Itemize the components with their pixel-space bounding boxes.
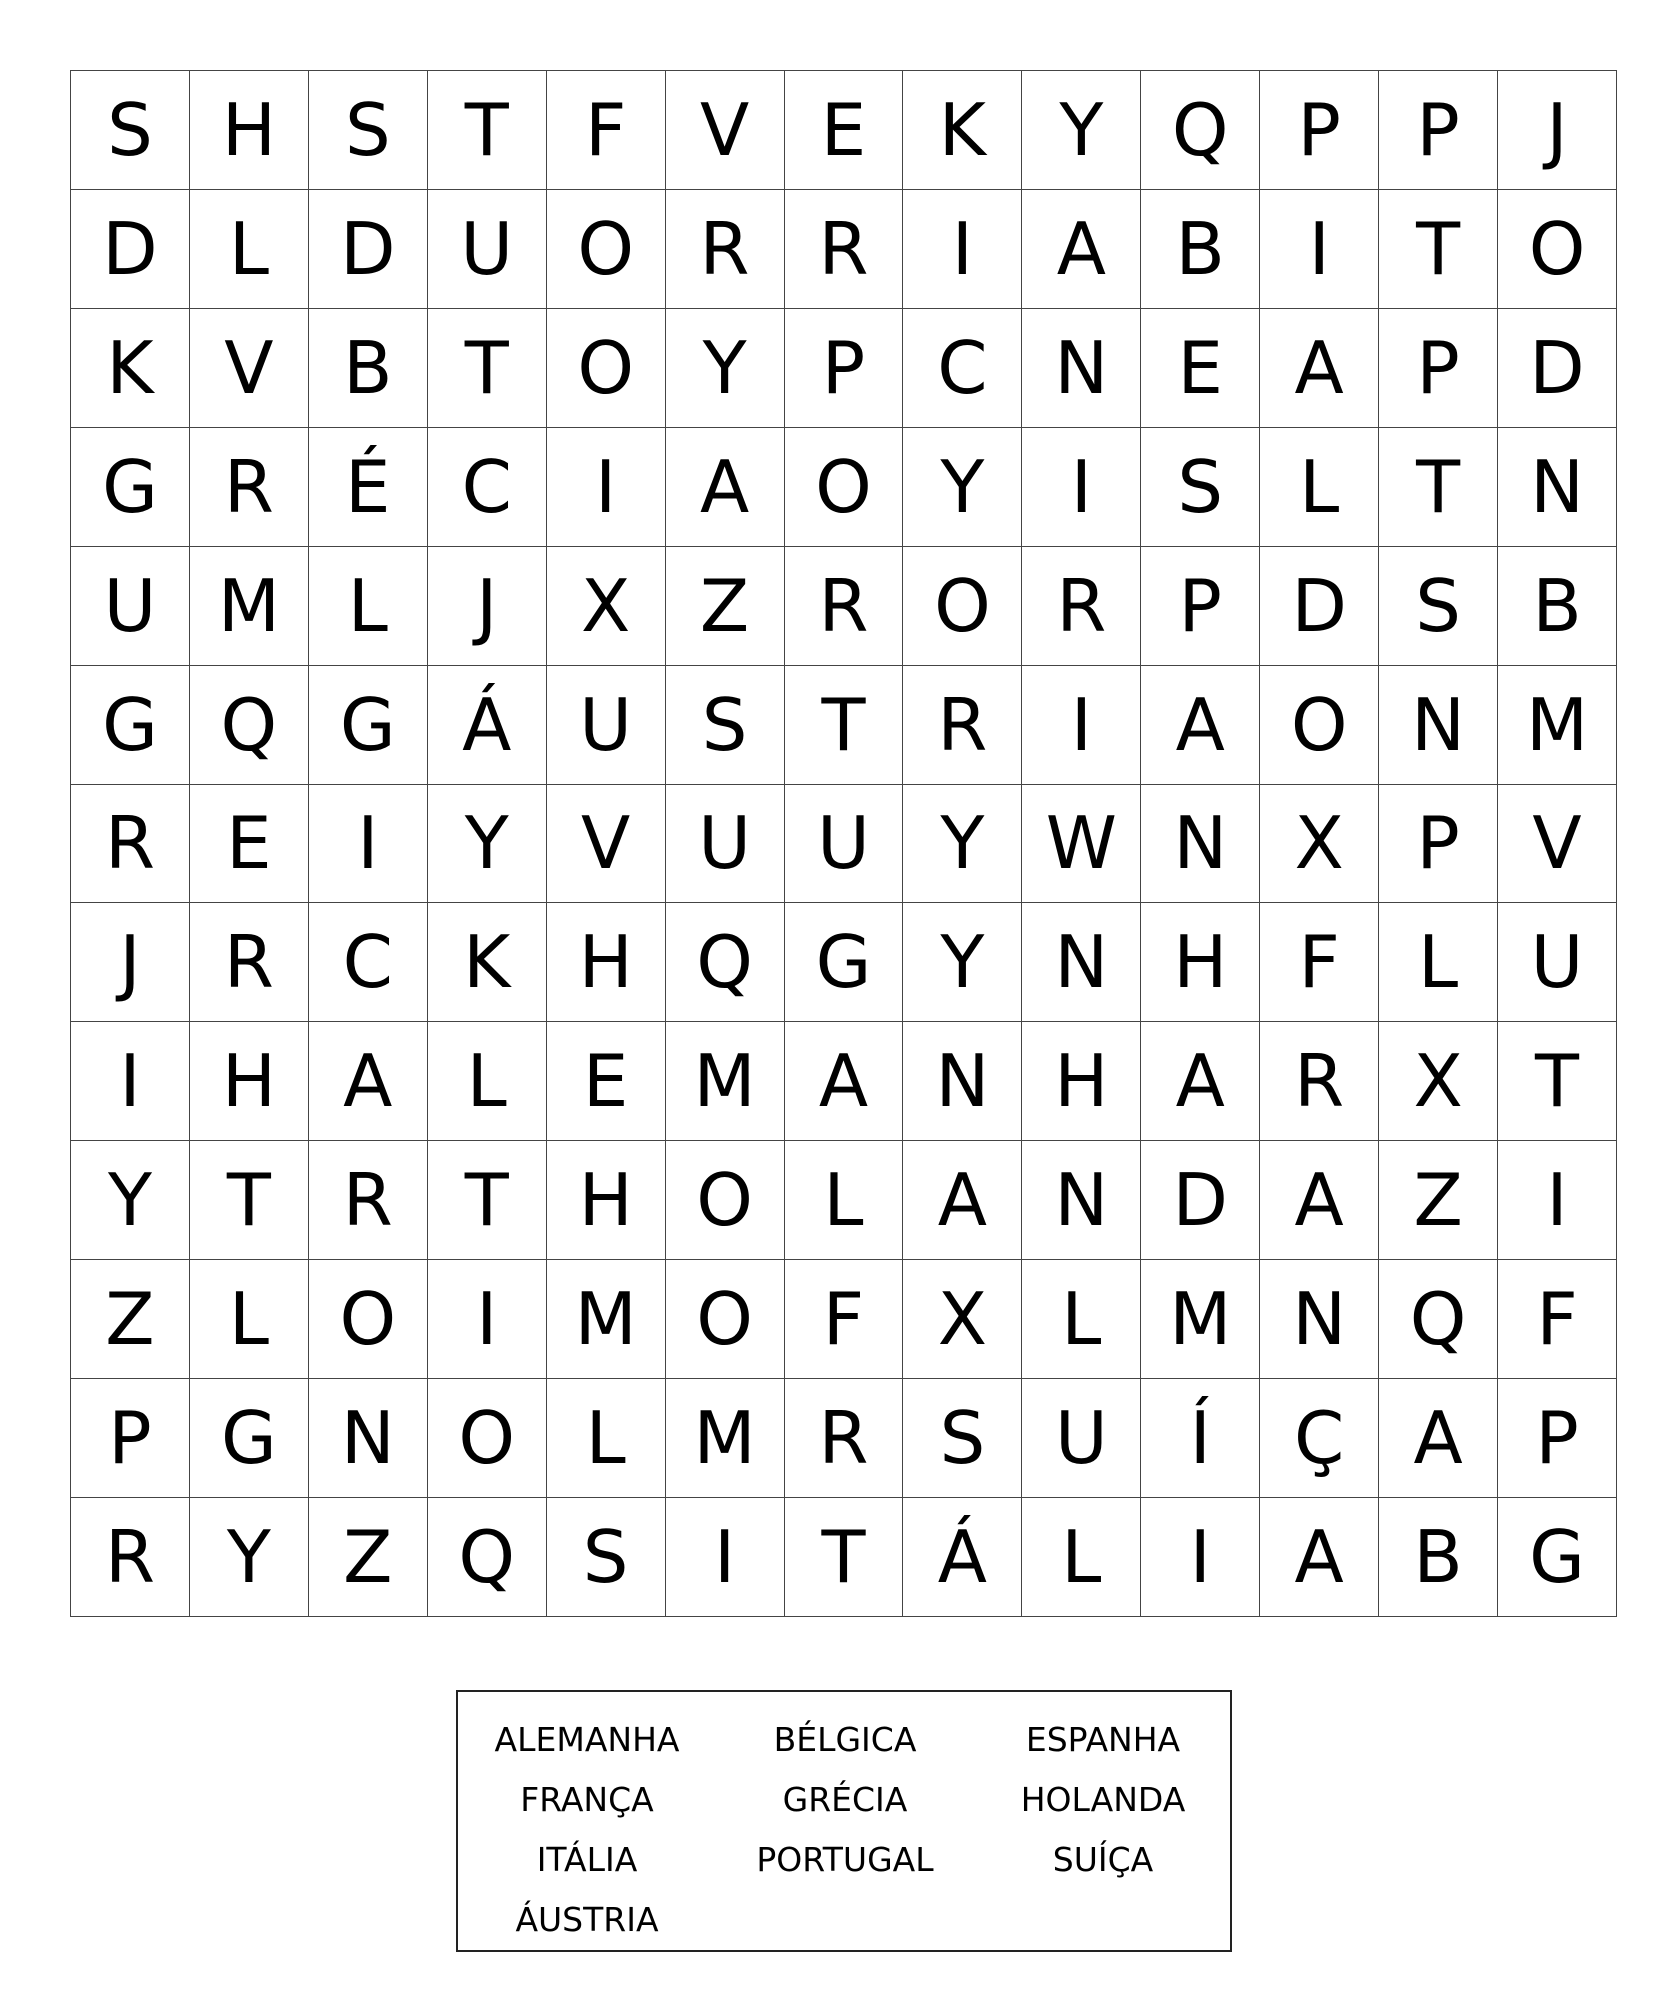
- grid-cell[interactable]: Q: [666, 903, 785, 1022]
- grid-cell[interactable]: R: [190, 903, 309, 1022]
- grid-cell[interactable]: Q: [428, 1498, 547, 1617]
- grid-cell[interactable]: Y: [903, 428, 1022, 547]
- grid-cell[interactable]: C: [903, 309, 1022, 428]
- grid-cell[interactable]: F: [1260, 903, 1379, 1022]
- grid-cell[interactable]: O: [547, 309, 666, 428]
- grid-cell[interactable]: L: [428, 1022, 547, 1141]
- grid-cell[interactable]: A: [309, 1022, 428, 1141]
- grid-cell[interactable]: P: [71, 1379, 190, 1498]
- grid-cell[interactable]: V: [547, 785, 666, 904]
- grid-cell[interactable]: R: [785, 190, 904, 309]
- grid-cell[interactable]: J: [1498, 71, 1617, 190]
- grid-cell[interactable]: U: [1498, 903, 1617, 1022]
- word-belgica: BÉLGICA: [773, 1720, 917, 1759]
- grid-cell[interactable]: O: [1260, 666, 1379, 785]
- grid-cell[interactable]: R: [309, 1141, 428, 1260]
- grid-cell[interactable]: L: [1260, 428, 1379, 547]
- grid-cell[interactable]: Y: [1022, 71, 1141, 190]
- grid-cell[interactable]: A: [666, 428, 785, 547]
- grid-cell[interactable]: P: [785, 309, 904, 428]
- grid-cell[interactable]: G: [309, 666, 428, 785]
- grid-cell[interactable]: B: [309, 309, 428, 428]
- grid-cell[interactable]: Q: [1141, 71, 1260, 190]
- grid-cell[interactable]: T: [190, 1141, 309, 1260]
- word-bank-column-3: [974, 1710, 1232, 1890]
- grid-cell[interactable]: T: [1379, 190, 1498, 309]
- grid-cell[interactable]: L: [309, 547, 428, 666]
- grid-cell[interactable]: W: [1022, 785, 1141, 904]
- grid-cell[interactable]: S: [1379, 547, 1498, 666]
- grid-cell[interactable]: N: [1141, 785, 1260, 904]
- grid-cell[interactable]: Y: [903, 785, 1022, 904]
- grid-cell[interactable]: H: [1141, 903, 1260, 1022]
- grid-cell[interactable]: H: [1022, 1022, 1141, 1141]
- grid-cell[interactable]: S: [903, 1379, 1022, 1498]
- word-alemanha: ALEMANHA: [494, 1720, 680, 1759]
- grid-cell[interactable]: E: [547, 1022, 666, 1141]
- grid-cell[interactable]: V: [190, 309, 309, 428]
- grid-cell[interactable]: H: [190, 71, 309, 190]
- grid-cell[interactable]: T: [785, 666, 904, 785]
- grid-cell[interactable]: U: [785, 785, 904, 904]
- word-franca: FRANÇA: [520, 1780, 654, 1819]
- grid-cell[interactable]: N: [1498, 428, 1617, 547]
- grid-cell[interactable]: N: [1260, 1260, 1379, 1379]
- grid-cell[interactable]: M: [1498, 666, 1617, 785]
- grid-cell[interactable]: S: [547, 1498, 666, 1617]
- grid-cell[interactable]: B: [1498, 547, 1617, 666]
- grid-cell[interactable]: I: [1141, 1498, 1260, 1617]
- grid-cell[interactable]: R: [903, 666, 1022, 785]
- grid-cell[interactable]: R: [666, 190, 785, 309]
- grid-cell[interactable]: É: [309, 428, 428, 547]
- grid-cell[interactable]: Y: [190, 1498, 309, 1617]
- grid-cell[interactable]: D: [1260, 547, 1379, 666]
- grid-cell[interactable]: N: [1022, 903, 1141, 1022]
- grid-cell[interactable]: N: [1022, 309, 1141, 428]
- grid-cell[interactable]: F: [1498, 1260, 1617, 1379]
- grid-cell[interactable]: G: [71, 666, 190, 785]
- grid-cell[interactable]: N: [309, 1379, 428, 1498]
- grid-cell[interactable]: O: [666, 1260, 785, 1379]
- grid-cell[interactable]: T: [1498, 1022, 1617, 1141]
- grid-cell[interactable]: N: [1379, 666, 1498, 785]
- grid-cell[interactable]: E: [785, 71, 904, 190]
- grid-cell[interactable]: T: [1379, 428, 1498, 547]
- grid-cell[interactable]: U: [71, 547, 190, 666]
- grid-cell[interactable]: R: [1260, 1022, 1379, 1141]
- grid-cell[interactable]: Z: [309, 1498, 428, 1617]
- grid-cell[interactable]: D: [1141, 1141, 1260, 1260]
- grid-cell[interactable]: M: [666, 1022, 785, 1141]
- grid-cell[interactable]: Y: [71, 1141, 190, 1260]
- grid-cell[interactable]: A: [1022, 190, 1141, 309]
- grid-cell[interactable]: A: [1260, 1141, 1379, 1260]
- grid-cell[interactable]: C: [428, 428, 547, 547]
- grid-cell[interactable]: Á: [903, 1498, 1022, 1617]
- grid-cell[interactable]: J: [428, 547, 547, 666]
- grid-cell[interactable]: F: [785, 1260, 904, 1379]
- grid-cell[interactable]: Z: [666, 547, 785, 666]
- grid-cell[interactable]: Í: [1141, 1379, 1260, 1498]
- grid-cell[interactable]: G: [785, 903, 904, 1022]
- grid-cell[interactable]: L: [1022, 1260, 1141, 1379]
- grid-cell[interactable]: P: [1260, 71, 1379, 190]
- grid-cell[interactable]: X: [1260, 785, 1379, 904]
- grid-cell[interactable]: A: [1141, 1022, 1260, 1141]
- grid-cell[interactable]: X: [547, 547, 666, 666]
- grid-cell[interactable]: V: [1498, 785, 1617, 904]
- grid-cell[interactable]: F: [547, 71, 666, 190]
- word-austria: ÁUSTRIA: [515, 1900, 659, 1939]
- word-italia: ITÁLIA: [536, 1840, 638, 1879]
- grid-cell[interactable]: X: [1379, 1022, 1498, 1141]
- grid-cell[interactable]: I: [71, 1022, 190, 1141]
- grid-cell[interactable]: E: [1141, 309, 1260, 428]
- grid-cell[interactable]: Q: [190, 666, 309, 785]
- grid-cell[interactable]: R: [785, 1379, 904, 1498]
- grid-cell[interactable]: A: [1260, 309, 1379, 428]
- grid-cell[interactable]: R: [190, 428, 309, 547]
- grid-cell[interactable]: S: [71, 71, 190, 190]
- grid-cell[interactable]: I: [1022, 666, 1141, 785]
- grid-cell[interactable]: T: [428, 309, 547, 428]
- grid-cell[interactable]: H: [547, 1141, 666, 1260]
- grid-cell[interactable]: B: [1141, 190, 1260, 309]
- grid-cell[interactable]: M: [666, 1379, 785, 1498]
- grid-cell[interactable]: A: [785, 1022, 904, 1141]
- grid-cell[interactable]: I: [1022, 428, 1141, 547]
- grid-cell[interactable]: L: [1022, 1498, 1141, 1617]
- grid-cell[interactable]: L: [1379, 903, 1498, 1022]
- grid-cell[interactable]: P: [1141, 547, 1260, 666]
- grid-cell[interactable]: U: [547, 666, 666, 785]
- grid-cell[interactable]: N: [903, 1022, 1022, 1141]
- grid-cell[interactable]: R: [1022, 547, 1141, 666]
- grid-cell[interactable]: I: [903, 190, 1022, 309]
- grid-cell[interactable]: I: [309, 785, 428, 904]
- grid-cell[interactable]: O: [1498, 190, 1617, 309]
- grid-cell[interactable]: P: [1498, 1379, 1617, 1498]
- grid-cell[interactable]: U: [428, 190, 547, 309]
- letter-grid: [70, 70, 1617, 1617]
- grid-cell[interactable]: E: [190, 785, 309, 904]
- grid-cell[interactable]: A: [1141, 666, 1260, 785]
- grid-cell[interactable]: H: [190, 1022, 309, 1141]
- grid-cell[interactable]: D: [71, 190, 190, 309]
- grid-cell[interactable]: K: [71, 309, 190, 428]
- word-suica: SUÍÇA: [1052, 1840, 1154, 1879]
- grid-cell[interactable]: T: [428, 71, 547, 190]
- grid-cell[interactable]: M: [1141, 1260, 1260, 1379]
- grid-cell[interactable]: V: [666, 71, 785, 190]
- grid-cell[interactable]: Z: [71, 1260, 190, 1379]
- grid-cell[interactable]: A: [903, 1141, 1022, 1260]
- grid-cell[interactable]: G: [190, 1379, 309, 1498]
- grid-cell[interactable]: Y: [666, 309, 785, 428]
- grid-cell[interactable]: M: [190, 547, 309, 666]
- grid-cell[interactable]: G: [71, 428, 190, 547]
- grid-cell[interactable]: K: [428, 903, 547, 1022]
- grid-cell[interactable]: U: [666, 785, 785, 904]
- grid-cell[interactable]: O: [785, 428, 904, 547]
- grid-cell[interactable]: P: [1379, 309, 1498, 428]
- grid-cell[interactable]: S: [309, 71, 428, 190]
- grid-cell[interactable]: L: [547, 1379, 666, 1498]
- grid-cell[interactable]: O: [309, 1260, 428, 1379]
- grid-cell[interactable]: P: [1379, 785, 1498, 904]
- grid-cell[interactable]: H: [547, 903, 666, 1022]
- word-portugal: PORTUGAL: [756, 1840, 934, 1879]
- word-holanda: HOLANDA: [1020, 1780, 1186, 1819]
- grid-cell[interactable]: K: [903, 71, 1022, 190]
- grid-cell[interactable]: Q: [1379, 1260, 1498, 1379]
- grid-cell[interactable]: I: [666, 1498, 785, 1617]
- grid-cell[interactable]: O: [903, 547, 1022, 666]
- grid-cell[interactable]: S: [666, 666, 785, 785]
- grid-cell[interactable]: L: [785, 1141, 904, 1260]
- grid-cell[interactable]: D: [1498, 309, 1617, 428]
- grid-cell[interactable]: T: [428, 1141, 547, 1260]
- grid-cell[interactable]: J: [71, 903, 190, 1022]
- grid-cell[interactable]: B: [1379, 1498, 1498, 1617]
- grid-cell[interactable]: T: [785, 1498, 904, 1617]
- grid-cell[interactable]: Á: [428, 666, 547, 785]
- grid-cell[interactable]: N: [1022, 1141, 1141, 1260]
- grid-cell[interactable]: G: [1498, 1498, 1617, 1617]
- word-espanha: ESPANHA: [1025, 1720, 1181, 1759]
- word-bank-column-2: [716, 1710, 974, 1890]
- grid-cell[interactable]: D: [309, 190, 428, 309]
- grid-cell[interactable]: O: [428, 1379, 547, 1498]
- grid-cell[interactable]: L: [190, 1260, 309, 1379]
- grid-cell[interactable]: I: [1498, 1141, 1617, 1260]
- grid-cell[interactable]: C: [309, 903, 428, 1022]
- grid-cell[interactable]: Ç: [1260, 1379, 1379, 1498]
- grid-cell[interactable]: A: [1379, 1379, 1498, 1498]
- grid-cell[interactable]: U: [1022, 1379, 1141, 1498]
- grid-cell[interactable]: Y: [428, 785, 547, 904]
- grid-cell[interactable]: Y: [903, 903, 1022, 1022]
- grid-cell[interactable]: S: [1141, 428, 1260, 547]
- grid-cell[interactable]: O: [547, 190, 666, 309]
- word-bank: [456, 1690, 1232, 1952]
- grid-cell[interactable]: R: [71, 785, 190, 904]
- grid-cell[interactable]: Z: [1379, 1141, 1498, 1260]
- grid-cell[interactable]: I: [1260, 190, 1379, 309]
- grid-cell[interactable]: M: [547, 1260, 666, 1379]
- grid-cell[interactable]: A: [1260, 1498, 1379, 1617]
- grid-cell[interactable]: O: [666, 1141, 785, 1260]
- grid-cell[interactable]: P: [1379, 71, 1498, 190]
- grid-cell[interactable]: I: [547, 428, 666, 547]
- word-bank-column-1: [458, 1710, 716, 1950]
- grid-cell[interactable]: I: [428, 1260, 547, 1379]
- grid-cell[interactable]: R: [71, 1498, 190, 1617]
- grid-cell[interactable]: X: [903, 1260, 1022, 1379]
- grid-cell[interactable]: L: [190, 190, 309, 309]
- word-grecia: GRÉCIA: [782, 1780, 908, 1819]
- grid-cell[interactable]: R: [785, 547, 904, 666]
